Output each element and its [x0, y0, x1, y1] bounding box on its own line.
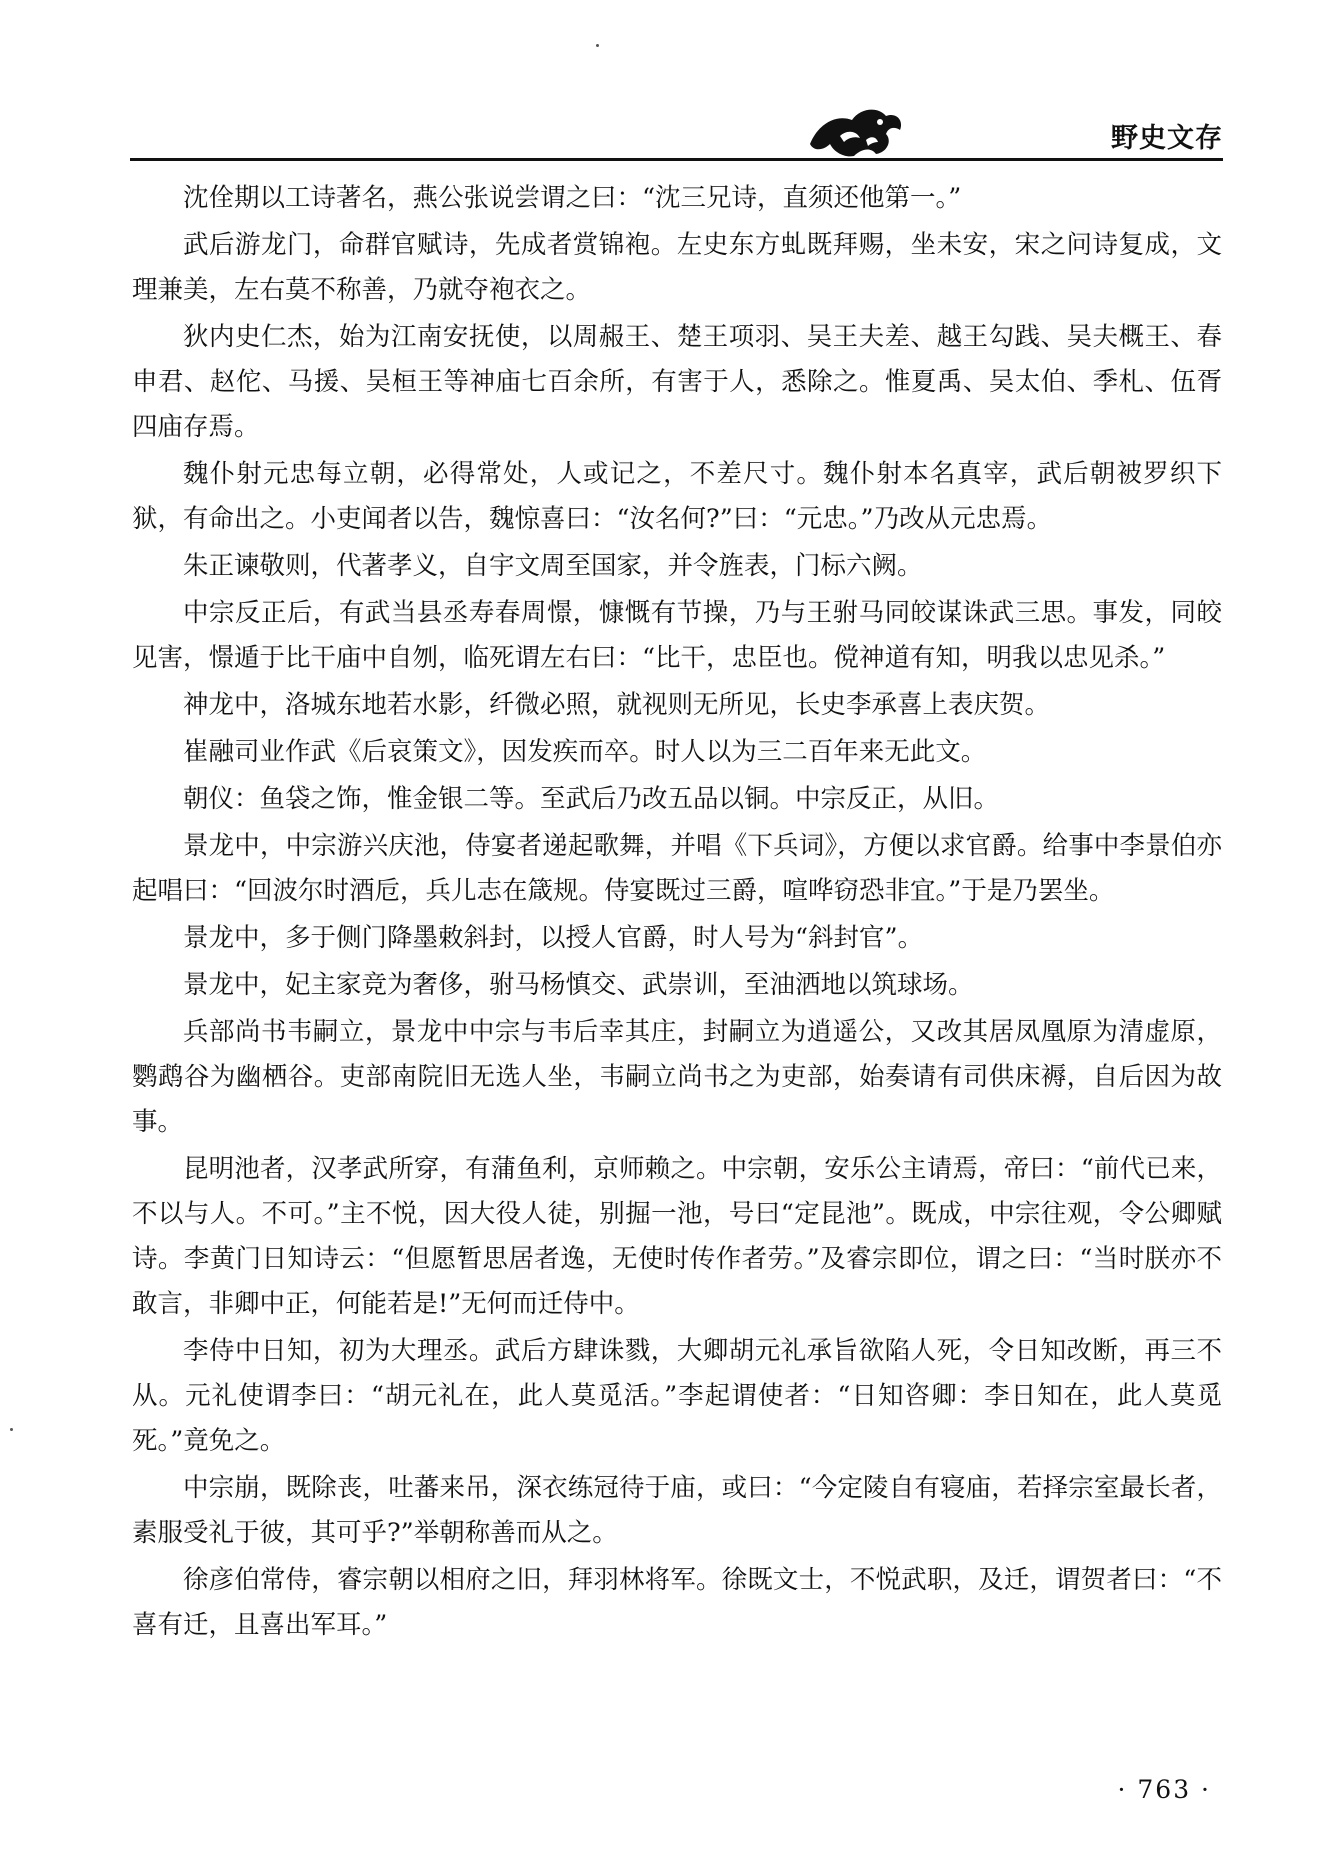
- page-number: · 763 ·: [1117, 1775, 1211, 1804]
- paragraph: 武后游龙门，命群官赋诗，先成者赏锦袍。左史东方虬既拜赐，坐未安，宋之问诗复成，文理兼美，左右莫不称善，乃就夺袍衣之。: [132, 230, 1222, 305]
- paragraph: 景龙中，多于侧门降墨敕斜封，以授人官爵，时人号为“斜封官”。: [183, 923, 924, 953]
- scan-speck: [10, 1428, 13, 1431]
- header-title: 野史文存: [1111, 123, 1223, 154]
- paragraph: 朝仪：鱼袋之饰，惟金银二等。至武后乃改五品以铜。中宗反正，从旧。: [183, 784, 1000, 814]
- paragraph: 中宗反正后，有武当县丞寿春周憬，慷慨有节操，乃与王驸马同皎谋诛武三思。事发，同皎见害，憬遁于比干庙中自刎，临死谓左右曰：“比干，忠臣也。傥神道有知，明我以忠见杀。”: [132, 598, 1222, 673]
- paragraph: 魏仆射元忠每立朝，必得常处，人或记之，不差尺寸。魏仆射本名真宰，武后朝被罗织下狱，有命出之。小吏闻者以告，魏惊喜曰：“汝名何?”曰：“元忠。”乃改从元忠焉。: [132, 459, 1222, 534]
- paragraph: 昆明池者，汉孝武所穿，有蒲鱼利，京师赖之。中宗朝，安乐公主请焉，帝曰：“前代已来，不以与人。不可。”主不悦，因大役人徒，别掘一池，号曰“定昆池”。既成，中宗往观，令公卿赋诗。李黄门日知诗云：“但愿暂思居者逸，无使时传作者劳。”及睿宗即位，谓之曰：“当时朕亦不敢言，非卿中正，何能若是!”无何而迁侍中。: [132, 1154, 1222, 1319]
- paragraph: 狄内史仁杰，始为江南安抚使，以周赧王、楚王项羽、吴王夫差、越王勾践、吴夫概王、春申君、赵佗、马援、吴桓王等神庙七百余所，有害于人，悉除之。惟夏禹、吴太伯、季札、伍胥四庙存焉。: [132, 322, 1222, 442]
- paragraph: 景龙中，中宗游兴庆池，侍宴者递起歌舞，并唱《下兵词》，方便以求官爵。给事中李景伯亦起唱曰：“回波尔时酒卮，兵儿志在箴规。侍宴既过三爵，喧哗窃恐非宜。”于是乃罢坐。: [132, 831, 1222, 906]
- paragraph: 徐彦伯常侍，睿宗朝以相府之旧，拜羽林将军。徐既文士，不悦武职，及迁，谓贺者曰：“不喜有迁，且喜出军耳。”: [132, 1565, 1222, 1640]
- paragraph: 李侍中日知，初为大理丞。武后方肆诛戮，大卿胡元礼承旨欲陷人死，令日知改断，再三不从。元礼使谓李曰：“胡元礼在，此人莫觅活。”李起谓使者：“日知咨卿：李日知在，此人莫觅死。”竟免之。: [132, 1336, 1222, 1456]
- body-text: [132, 176, 1222, 1650]
- dragon-emblem-icon: [800, 100, 910, 162]
- paragraph: 沈佺期以工诗著名，燕公张说尝谓之曰：“沈三兄诗，直须还他第一。”: [183, 183, 962, 213]
- header-rule: [130, 158, 1223, 161]
- scan-speck: [596, 44, 599, 47]
- paragraph: 崔融司业作武《后哀策文》，因发疾而卒。时人以为三二百年来无此文。: [183, 737, 987, 767]
- paragraph: 中宗崩，既除丧，吐蕃来吊，深衣练冠待于庙，或曰：“今定陵自有寝庙，若择宗室最长者，素服受礼于彼，其可乎?”举朝称善而从之。: [132, 1473, 1222, 1548]
- paragraph: 神龙中，洛城东地若水影，纤微必照，就视则无所见，长史李承喜上表庆贺。: [183, 690, 1051, 720]
- paragraph: 景龙中，妃主家竞为奢侈，驸马杨慎交、武崇训，至油洒地以筑球场。: [183, 970, 974, 1000]
- paragraph: 朱正谏敬则，代著孝义，自宇文周至国家，并令旌表，门标六阙。: [183, 551, 923, 581]
- running-header: [130, 98, 1223, 166]
- paragraph: 兵部尚书韦嗣立，景龙中中宗与韦后幸其庄，封嗣立为逍遥公，又改其居凤凰原为清虚原，鹦鹉谷为幽栖谷。吏部南院旧无选人坐，韦嗣立尚书之为吏部，始奏请有司供床褥，自后因为故事。: [132, 1017, 1222, 1137]
